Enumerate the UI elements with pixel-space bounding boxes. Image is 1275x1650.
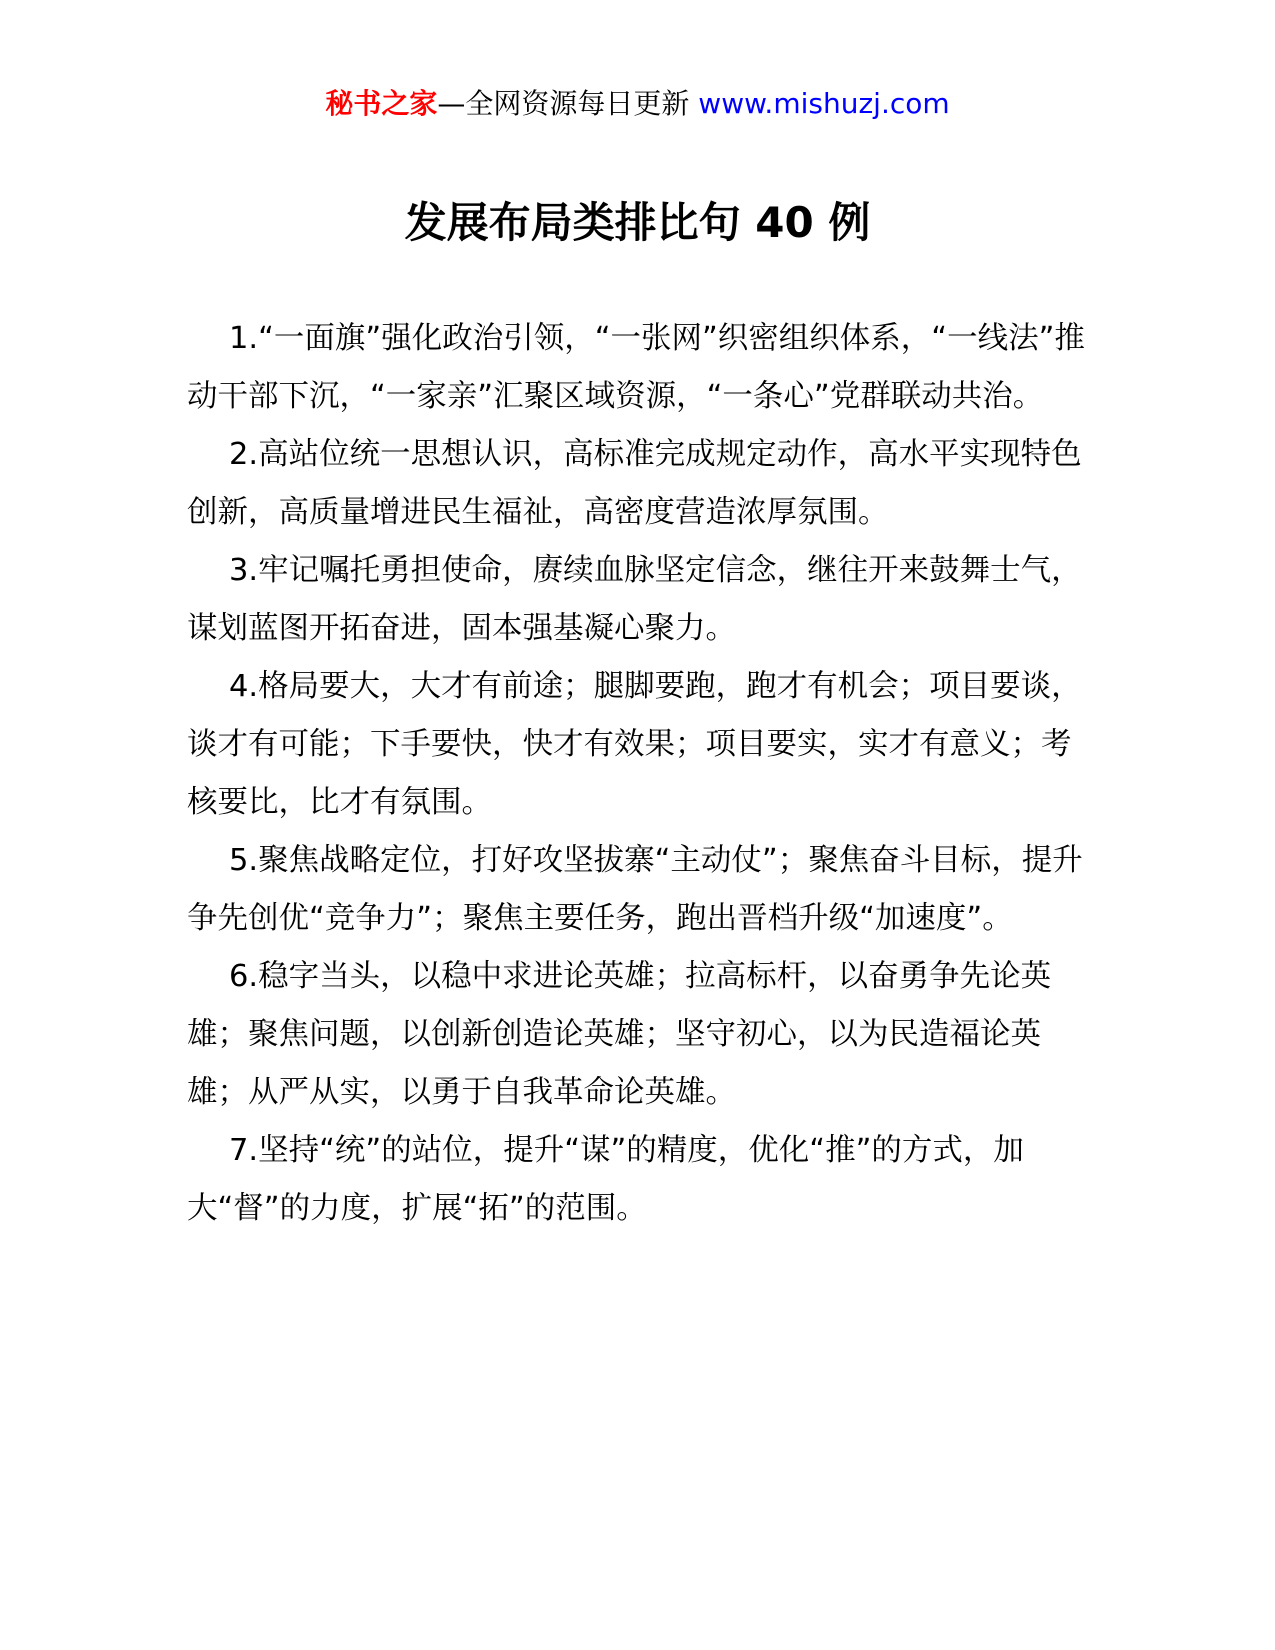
document-body [187, 310, 1092, 1238]
paragraph-2: 2.高站位统一思想认识，高标准完成规定动作，高水平实现特色创新，高质量增进民生福祉，高密度营造浓厚氛围。 [187, 437, 1082, 530]
document-title: 发展布局类排比句 40 例 [404, 198, 871, 247]
paragraph-6: 6.稳字当头，以稳中求进论英雄；拉高标杆，以奋勇争先论英雄；聚焦问题，以创新创造论英雄；坚守初心，以为民造福论英雄；从严从实，以勇于自我革命论英雄。 [187, 959, 1052, 1110]
paragraph-5: 5.聚焦战略定位，打好攻坚拔寨“主动仗”；聚焦奋斗目标，提升争先创优“竞争力”；聚焦主要任务，跑出晋档升级“加速度”。 [187, 843, 1083, 936]
paragraph-7: 7.坚持“统”的站位，提升“谋”的精度，优化“推”的方式，加大“督”的力度，扩展“拓”的范围。 [187, 1133, 1024, 1226]
paragraph-1: 1.“一面旗”强化政治引领，“一张网”织密组织体系，“一线法”推动干部下沉，“一家亲”汇聚区域资源，“一条心”党群联动共治。 [187, 321, 1085, 414]
header-tagline: —全网资源每日更新 [437, 87, 690, 120]
paragraph-3: 3.牢记嘱托勇担使命，赓续血脉坚定信念，继往开来鼓舞士气，谋划蓝图开拓奋进，固本强基凝心聚力。 [187, 553, 1082, 646]
brand-name: 秘书之家 [325, 87, 438, 120]
site-header [0, 82, 1275, 126]
site-url-link[interactable]: www.mishuzj.com [698, 87, 950, 120]
paragraph-4: 4.格局要大，大才有前途；腿脚要跑，跑才有机会；项目要谈，谈才有可能；下手要快，快才有效果；项目要实，实才有意义；考核要比，比才有氛围。 [187, 669, 1082, 820]
